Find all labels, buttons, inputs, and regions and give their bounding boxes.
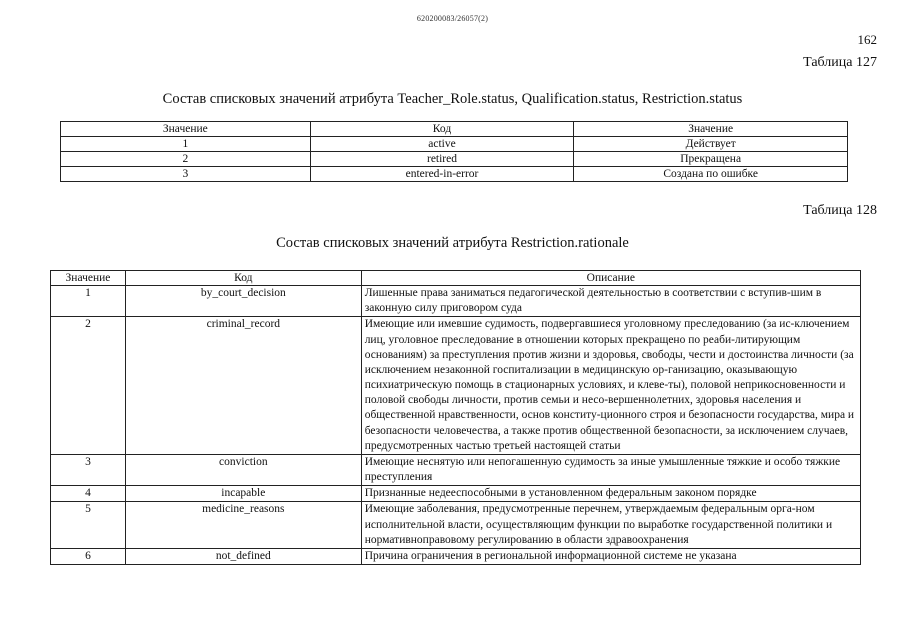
cell-description: Лишенные права заниматься педагогической деятельностью в соответствии с вступив-шим в законную силу приговором суда xyxy=(361,286,860,317)
table-128-caption: Состав списковых значений атрибута Restriction.rationale xyxy=(276,235,629,251)
table-127 xyxy=(60,121,848,182)
column-header-value: Значение xyxy=(61,122,311,137)
cell-description: Имеющие неснятую или непогашенную судимость за иные умышленные тяжкие и особо тяжкие преступления xyxy=(361,454,860,485)
cell-code: criminal_record xyxy=(125,317,361,455)
cell-value: 6 xyxy=(51,548,126,564)
table-128 xyxy=(50,270,861,565)
cell-code: by_court_decision xyxy=(125,286,361,317)
cell-code: entered-in-error xyxy=(310,167,574,182)
cell-code: not_defined xyxy=(125,548,361,564)
cell-description: Причина ограничения в региональной информационной системе не указана xyxy=(361,548,860,564)
table-row xyxy=(61,152,848,167)
cell-value: 1 xyxy=(51,286,126,317)
cell-value: 3 xyxy=(61,167,311,182)
cell-code: conviction xyxy=(125,454,361,485)
cell-value: 2 xyxy=(51,317,126,455)
cell-value: 5 xyxy=(51,502,126,549)
cell-value: 3 xyxy=(51,454,126,485)
page-number: 162 xyxy=(857,32,877,47)
cell-code: retired xyxy=(310,152,574,167)
column-header-code: Код xyxy=(125,271,361,286)
cell-meaning: Создана по ошибке xyxy=(574,167,848,182)
document-header-code: 620200083/26057(2) xyxy=(416,14,489,23)
cell-description: Имеющие или имевшие судимость, подвергавшиеся уголовному преследованию (за ис-ключением лиц, уголовное преследование в отношении которых прекращено по реаби-литирующим основаниям) за преступления против жизни и здоровья, свободы, чести и достоинства личности (за исключением незаконной госпитализации в медицинскую ор-ганизацию, оказывающую психиатрическую помощь в стационарных условиях, и клеве-ты), половой неприкосновенности и половой свободы личности, против семьи и несо-вершеннолетних, здоровья населения и общественной нравственности, основ конститу-ционного строя и безопасности государства, мира и безопасности человечества, а также против общественной безопасности, за исключением случаев, предусмотренных частью третьей настоящей статьи xyxy=(361,317,860,455)
cell-code: incapable xyxy=(125,486,361,502)
table-row xyxy=(61,137,848,152)
table-row xyxy=(51,454,861,485)
table-row xyxy=(51,486,861,502)
table-row xyxy=(51,548,861,564)
table-row xyxy=(61,167,848,182)
cell-value: 2 xyxy=(61,152,311,167)
cell-value: 1 xyxy=(61,137,311,152)
cell-code: active xyxy=(310,137,574,152)
table-127-caption: Состав списковых значений атрибута Teacher_Role.status, Qualification.status, Restriction.status xyxy=(162,91,743,107)
cell-description: Признанные недееспособными в установленном федеральным законом порядке xyxy=(361,486,860,502)
column-header-value: Значение xyxy=(51,271,126,286)
table-header-row xyxy=(51,271,861,286)
cell-description: Имеющие заболевания, предусмотренные перечнем, утверждаемым федеральным орга-ном исполнительной власти, осуществляющим функции по выработке государственной политики и нормативноправовому регулированию в области здравоохранения xyxy=(361,502,860,549)
table-header-row xyxy=(61,122,848,137)
table-row xyxy=(51,317,861,455)
table-128-label: Таблица 128 xyxy=(803,203,877,218)
column-header-meaning: Значение xyxy=(574,122,848,137)
table-127-label: Таблица 127 xyxy=(803,55,877,70)
cell-meaning: Прекращена xyxy=(574,152,848,167)
column-header-description: Описание xyxy=(361,271,860,286)
table-row xyxy=(51,502,861,549)
cell-code: medicine_reasons xyxy=(125,502,361,549)
table-row xyxy=(51,286,861,317)
cell-meaning: Действует xyxy=(574,137,848,152)
cell-value: 4 xyxy=(51,486,126,502)
column-header-code: Код xyxy=(310,122,574,137)
